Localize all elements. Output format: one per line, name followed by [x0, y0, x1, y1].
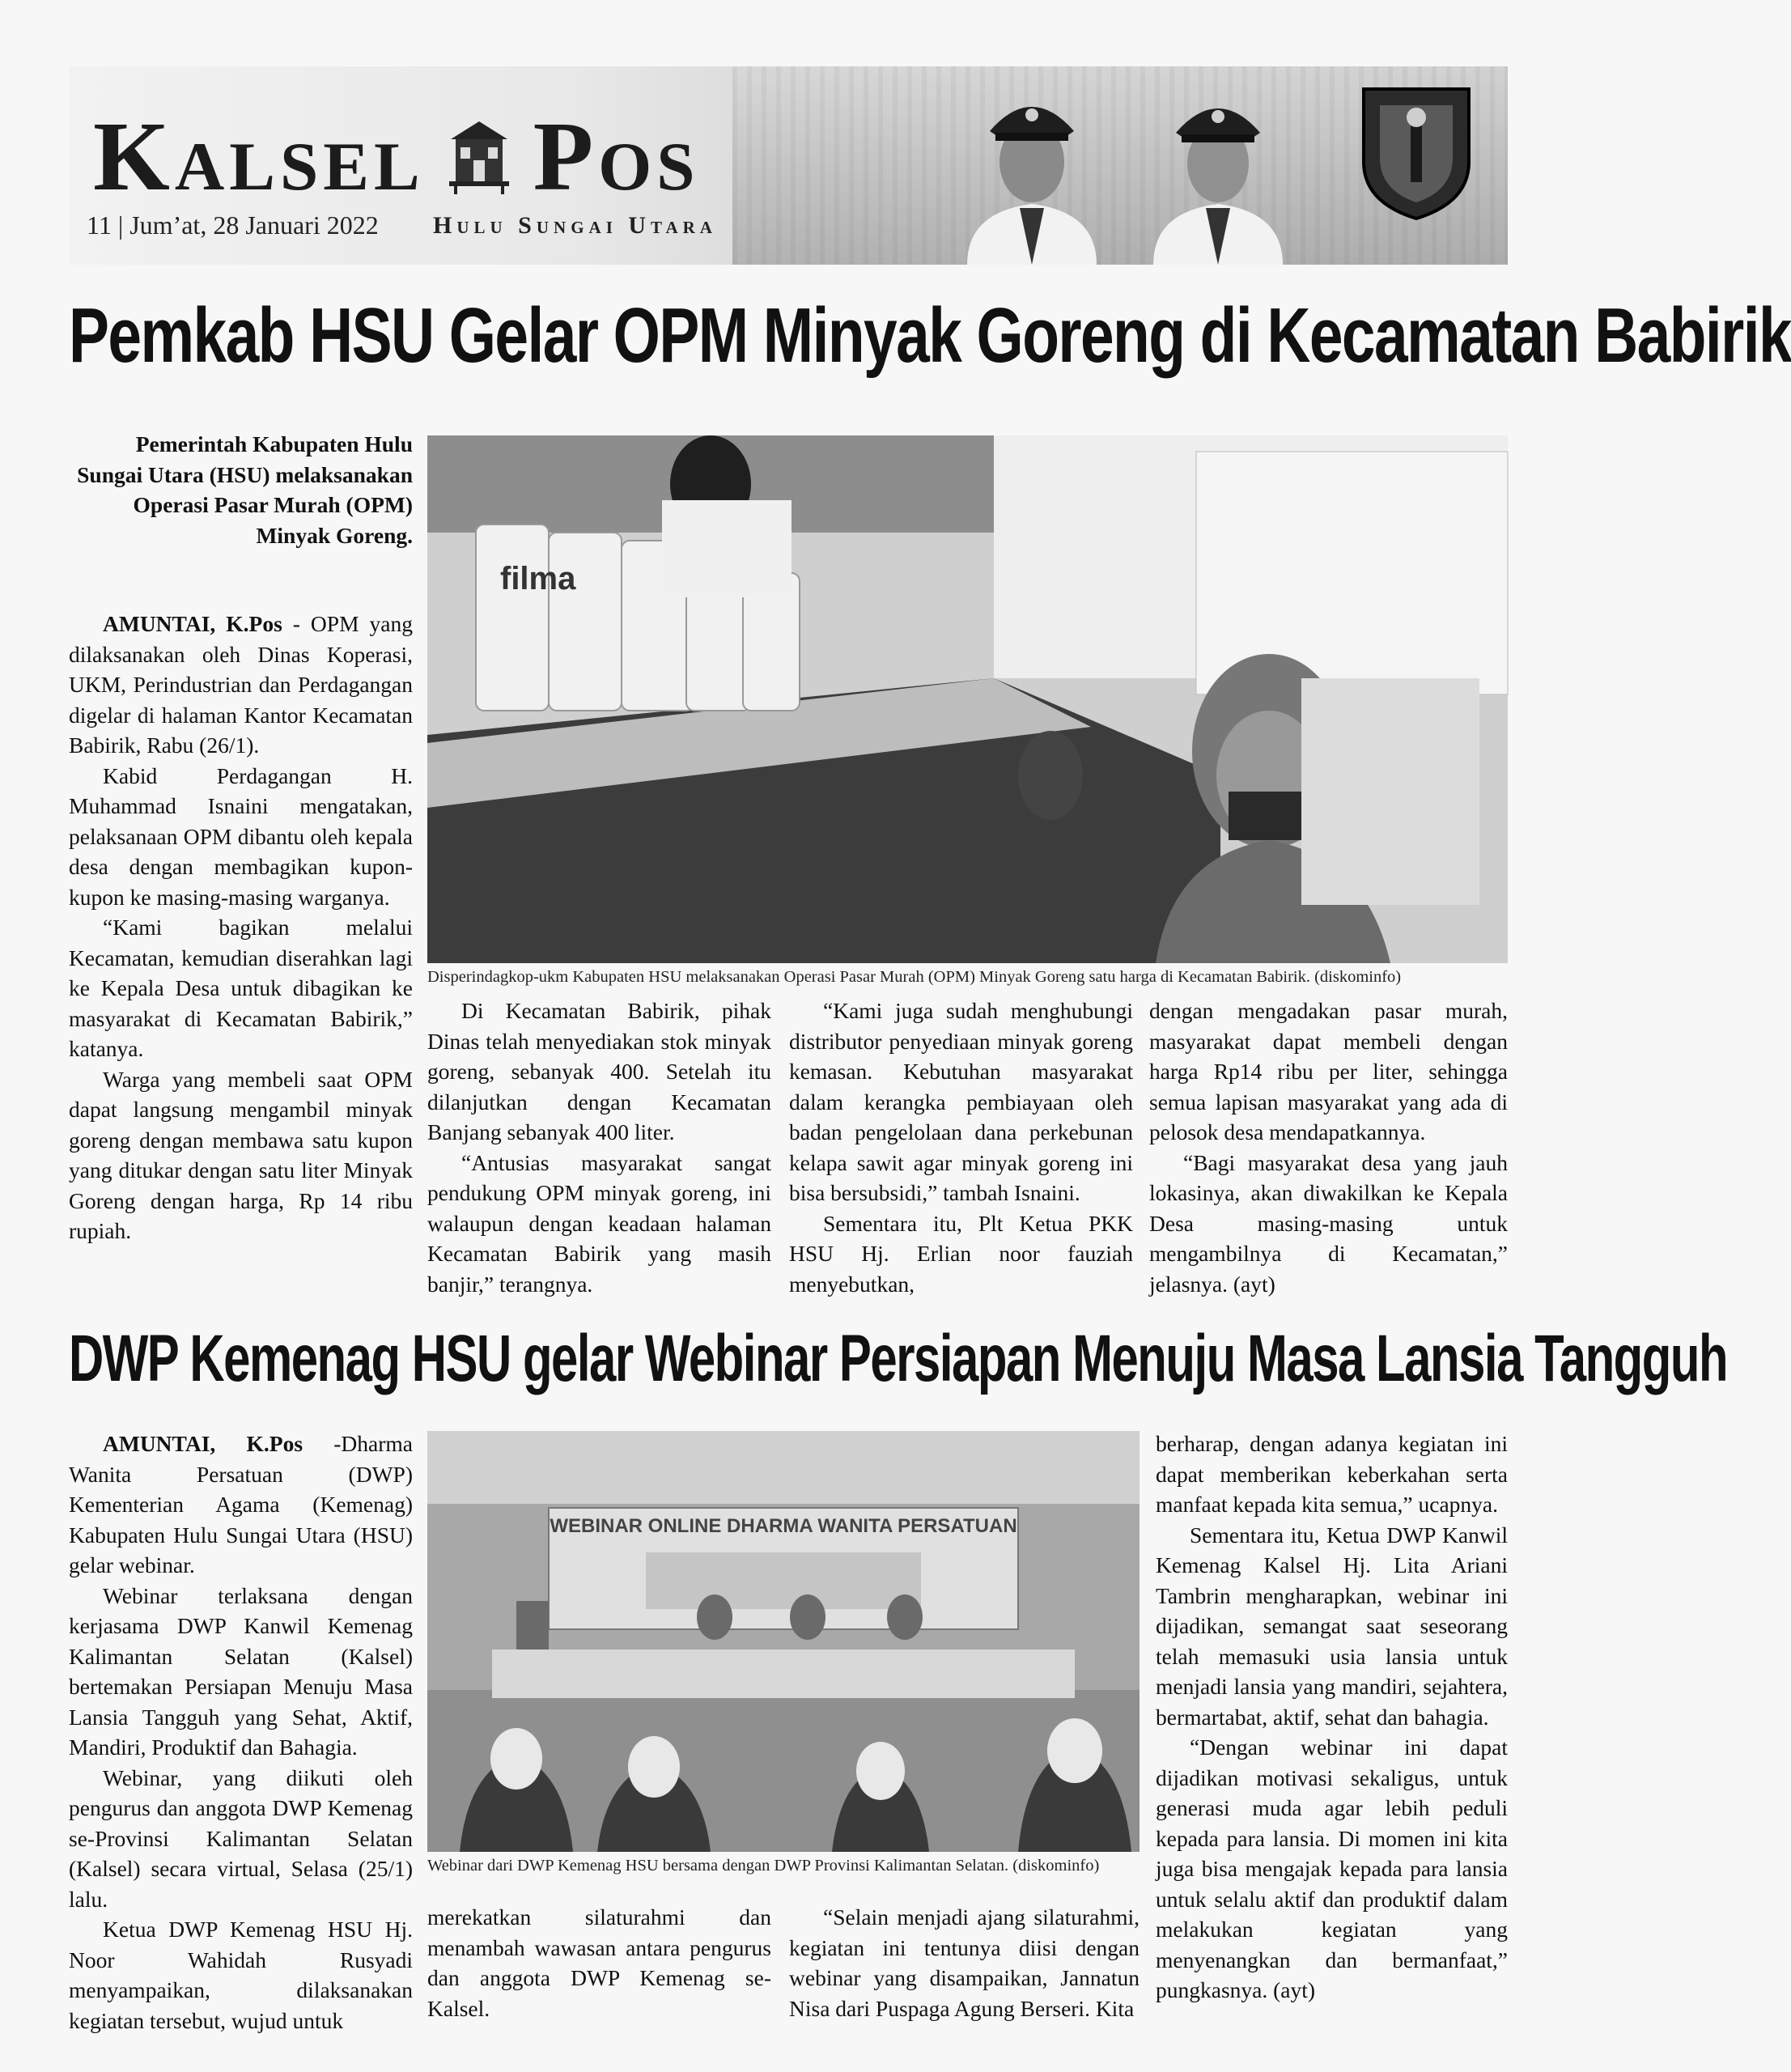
article1-col2-para1: Di Kecamatan Babirik, pihak Dinas telah menyediakan stok minyak goreng, sebanyak 400. Setelah itu dilanjutkan dengan Kecamatan Banjang sebanyak 400 liter. [427, 998, 771, 1144]
opm-photo-illustration [427, 435, 1508, 963]
article1-col1-para1: - OPM yang dilaksanakan oleh Dinas Koperasi, UKM, Perindustrian dan Perdagangan digelar di halaman Kantor Kecamatan Babirik, Rabu (26/1). [69, 611, 413, 758]
article2-col3-para1: “Selain menjadi ajang silaturahmi, kegiatan ini tentunya diisi dengan webinar yang disampaikan, Jannatun Nisa dari Puspaga Agung Berseri. Kita [789, 1904, 1140, 2021]
article2-headline: DWP Kemenag HSU gelar Webinar Persiapan Menuju Masa Lansia Tangguh [69, 1322, 1728, 1395]
article2-column4 [1156, 1429, 1508, 2006]
regent-portrait [951, 74, 1113, 265]
article1-column3 [789, 996, 1133, 1299]
article2-col4-para2: Sementara itu, Ketua DWP Kanwil Kemenag Kalsel Hj. Lita Ariani Tambrin mengharapkan, webinar ini dijadikan, semangat saat seseorang telah memasuki usia lansia untuk menjadi lansia yang mandiri, sejahtera, bermartabat, aktif, sehat dan bahagia. [1156, 1522, 1508, 1730]
article2-col1-para1: -Dharma Wanita Persatuan (DWP) Kementerian Agama (Kemenag) Kabupaten Hulu Sungai Utara (HSU) gelar webinar. [69, 1431, 413, 1577]
article1-col2-para2: “Antusias masyarakat sangat pendukung OPM minyak goreng, ini walaupun dengan keadaan halaman Kecamatan Babirik yang masih banjir,” terangnya. [427, 1149, 771, 1297]
article1-photo-opm [427, 435, 1508, 963]
article2-col4-para3: “Dengan webinar ini dapat dijadikan motivasi sekaligus, untuk generasi muda agar lebih peduli kepada para lansia. Di momen ini kita juga bisa mengajak kepada para lansia untuk selalu aktif dan produktif dalam melakukan kegiatan yang menyenangkan dan bermanfaat,” pungkasnya. (ayt) [1156, 1734, 1508, 2002]
article1-column2 [427, 996, 771, 1299]
article1-dateline: AMUNTAI, K.Pos [103, 611, 282, 636]
article1-col3-para1: “Kami juga sudah menghubungi distributor penyediaan minyak goreng kemasan. Kebutuhan masyarakat dalam kerangka pembiayaan oleh badan pengelolaan dana perkebunan kelapa sawit agar minyak goreng ini bisa bersubsidi,” tambah Isnaini. [789, 998, 1133, 1205]
brand-right: Pos [533, 102, 700, 211]
article2-column2 [427, 1902, 771, 2023]
article2-photo-webinar [427, 1431, 1140, 1852]
article1-column1 [69, 609, 413, 1246]
article2-col2-para1: merekatkan silaturahmi dan menambah wawasan antara pengurus dan anggota DWP Kemenag se-Kalsel. [427, 1904, 771, 2021]
article1-col4-para2: “Bagi masyarakat desa yang jauh lokasinya, akan diwakilkan ke Kepala Desa masing-masing untuk mengambilnya di Kecamatan,” jelasnya. (ayt) [1149, 1149, 1508, 1297]
brand-left: Kalsel [93, 102, 425, 211]
article2-col4-para1: berharap, dengan adanya kegiatan ini dapat memberikan keberkahan serta manfaat kepada kita semua,” ucapnya. [1156, 1431, 1508, 1517]
article2-dateline: AMUNTAI, K.Pos [103, 1431, 303, 1456]
article2-column3 [789, 1902, 1140, 2023]
article1-headline: Pemkab HSU Gelar OPM Minyak Goreng di Kecamatan Babirik [69, 292, 1791, 379]
masthead [69, 66, 1508, 265]
article1-col1-para2: Kabid Perdagangan H. Muhammad Isnaini mengatakan, pelaksanaan OPM dibantu oleh kepala desa dengan membagikan kupon-kupon ke masing-masing warganya. [69, 762, 413, 910]
article1-photo-caption: Disperindagkop-ukm Kabupaten HSU melaksanakan Operasi Pasar Murah (OPM) Minyak Goreng satu harga di Kecamatan Babirik. (diskominfo) [427, 968, 1402, 986]
oil-pack-brand-label: filma [500, 561, 576, 597]
regency-crest-icon [1356, 81, 1477, 223]
article2-col1-para4: Ketua DWP Kemenag HSU Hj. Noor Wahidah Rusyadi menyampaikan, dilaksanakan kegiatan tersebut, wujud untuk [69, 1917, 413, 2033]
region-label: Hulu Sungai Utara [433, 212, 717, 239]
vice-regent-portrait [1137, 74, 1299, 265]
article1-col1-para3: “Kami bagikan melalui Kecamatan, kemudian diserahkan lagi ke Kepala Desa untuk dibagikan ke masyarakat di Kecamatan Babirik,” katanya. [69, 915, 413, 1061]
borneo-house-logo-icon [443, 115, 516, 196]
webinar-banner-text: WEBINAR ONLINE DHARMA WANITA PERSATUAN [550, 1515, 1017, 1537]
article2-column1 [69, 1429, 413, 2036]
article2-col1-para2: Webinar terlaksana dengan kerjasama DWP Kanwil Kemenag Kalimantan Selatan (Kalsel) bertemakan Persiapan Menuju Masa Lansia Tangguh yang Sehat, Aktif, Mandiri, Produktif dan Bahagia. [69, 1582, 413, 1760]
article1-column4 [1149, 996, 1508, 1299]
article1-lead: Pemerintah Kabupaten Hulu Sungai Utara (HSU) melaksanakan Operasi Pasar Murah (OPM) Minyak Goreng. [77, 431, 413, 548]
page-number-date: 11 | Jum’at, 28 Januari 2022 [87, 210, 379, 240]
article1-col1-para4: Warga yang membeli saat OPM dapat langsung mengambil minyak goreng dengan membawa satu kupon yang ditukar dengan satu liter Minyak Goreng dengan harga, Rp 14 ribu rupiah. [69, 1066, 413, 1243]
article2-col1-para3: Webinar, yang diikuti oleh pengurus dan anggota DWP Kemenag se-Provinsi Kalimantan Selatan (Kalsel) secara virtual, Selasa (25/1) lalu. [69, 1764, 413, 1912]
article1-col4-para1: dengan mengadakan pasar murah, masyarakat dapat membeli dengan harga Rp14 ribu per liter, sehingga semua lapisan masyarakat yang ada di pelosok desa mendapatkannya. [1149, 998, 1508, 1144]
article2-photo-caption: Webinar dari DWP Kemenag HSU bersama dengan DWP Provinsi Kalimantan Selatan. (diskominfo) [427, 1857, 1100, 1875]
webinar-photo-illustration [427, 1431, 1140, 1852]
article1-col3-para2: Sementara itu, Plt Ketua PKK HSU Hj. Erlian noor fauziah menyebutkan, [789, 1210, 1133, 1297]
brand-wordmark [93, 100, 700, 214]
